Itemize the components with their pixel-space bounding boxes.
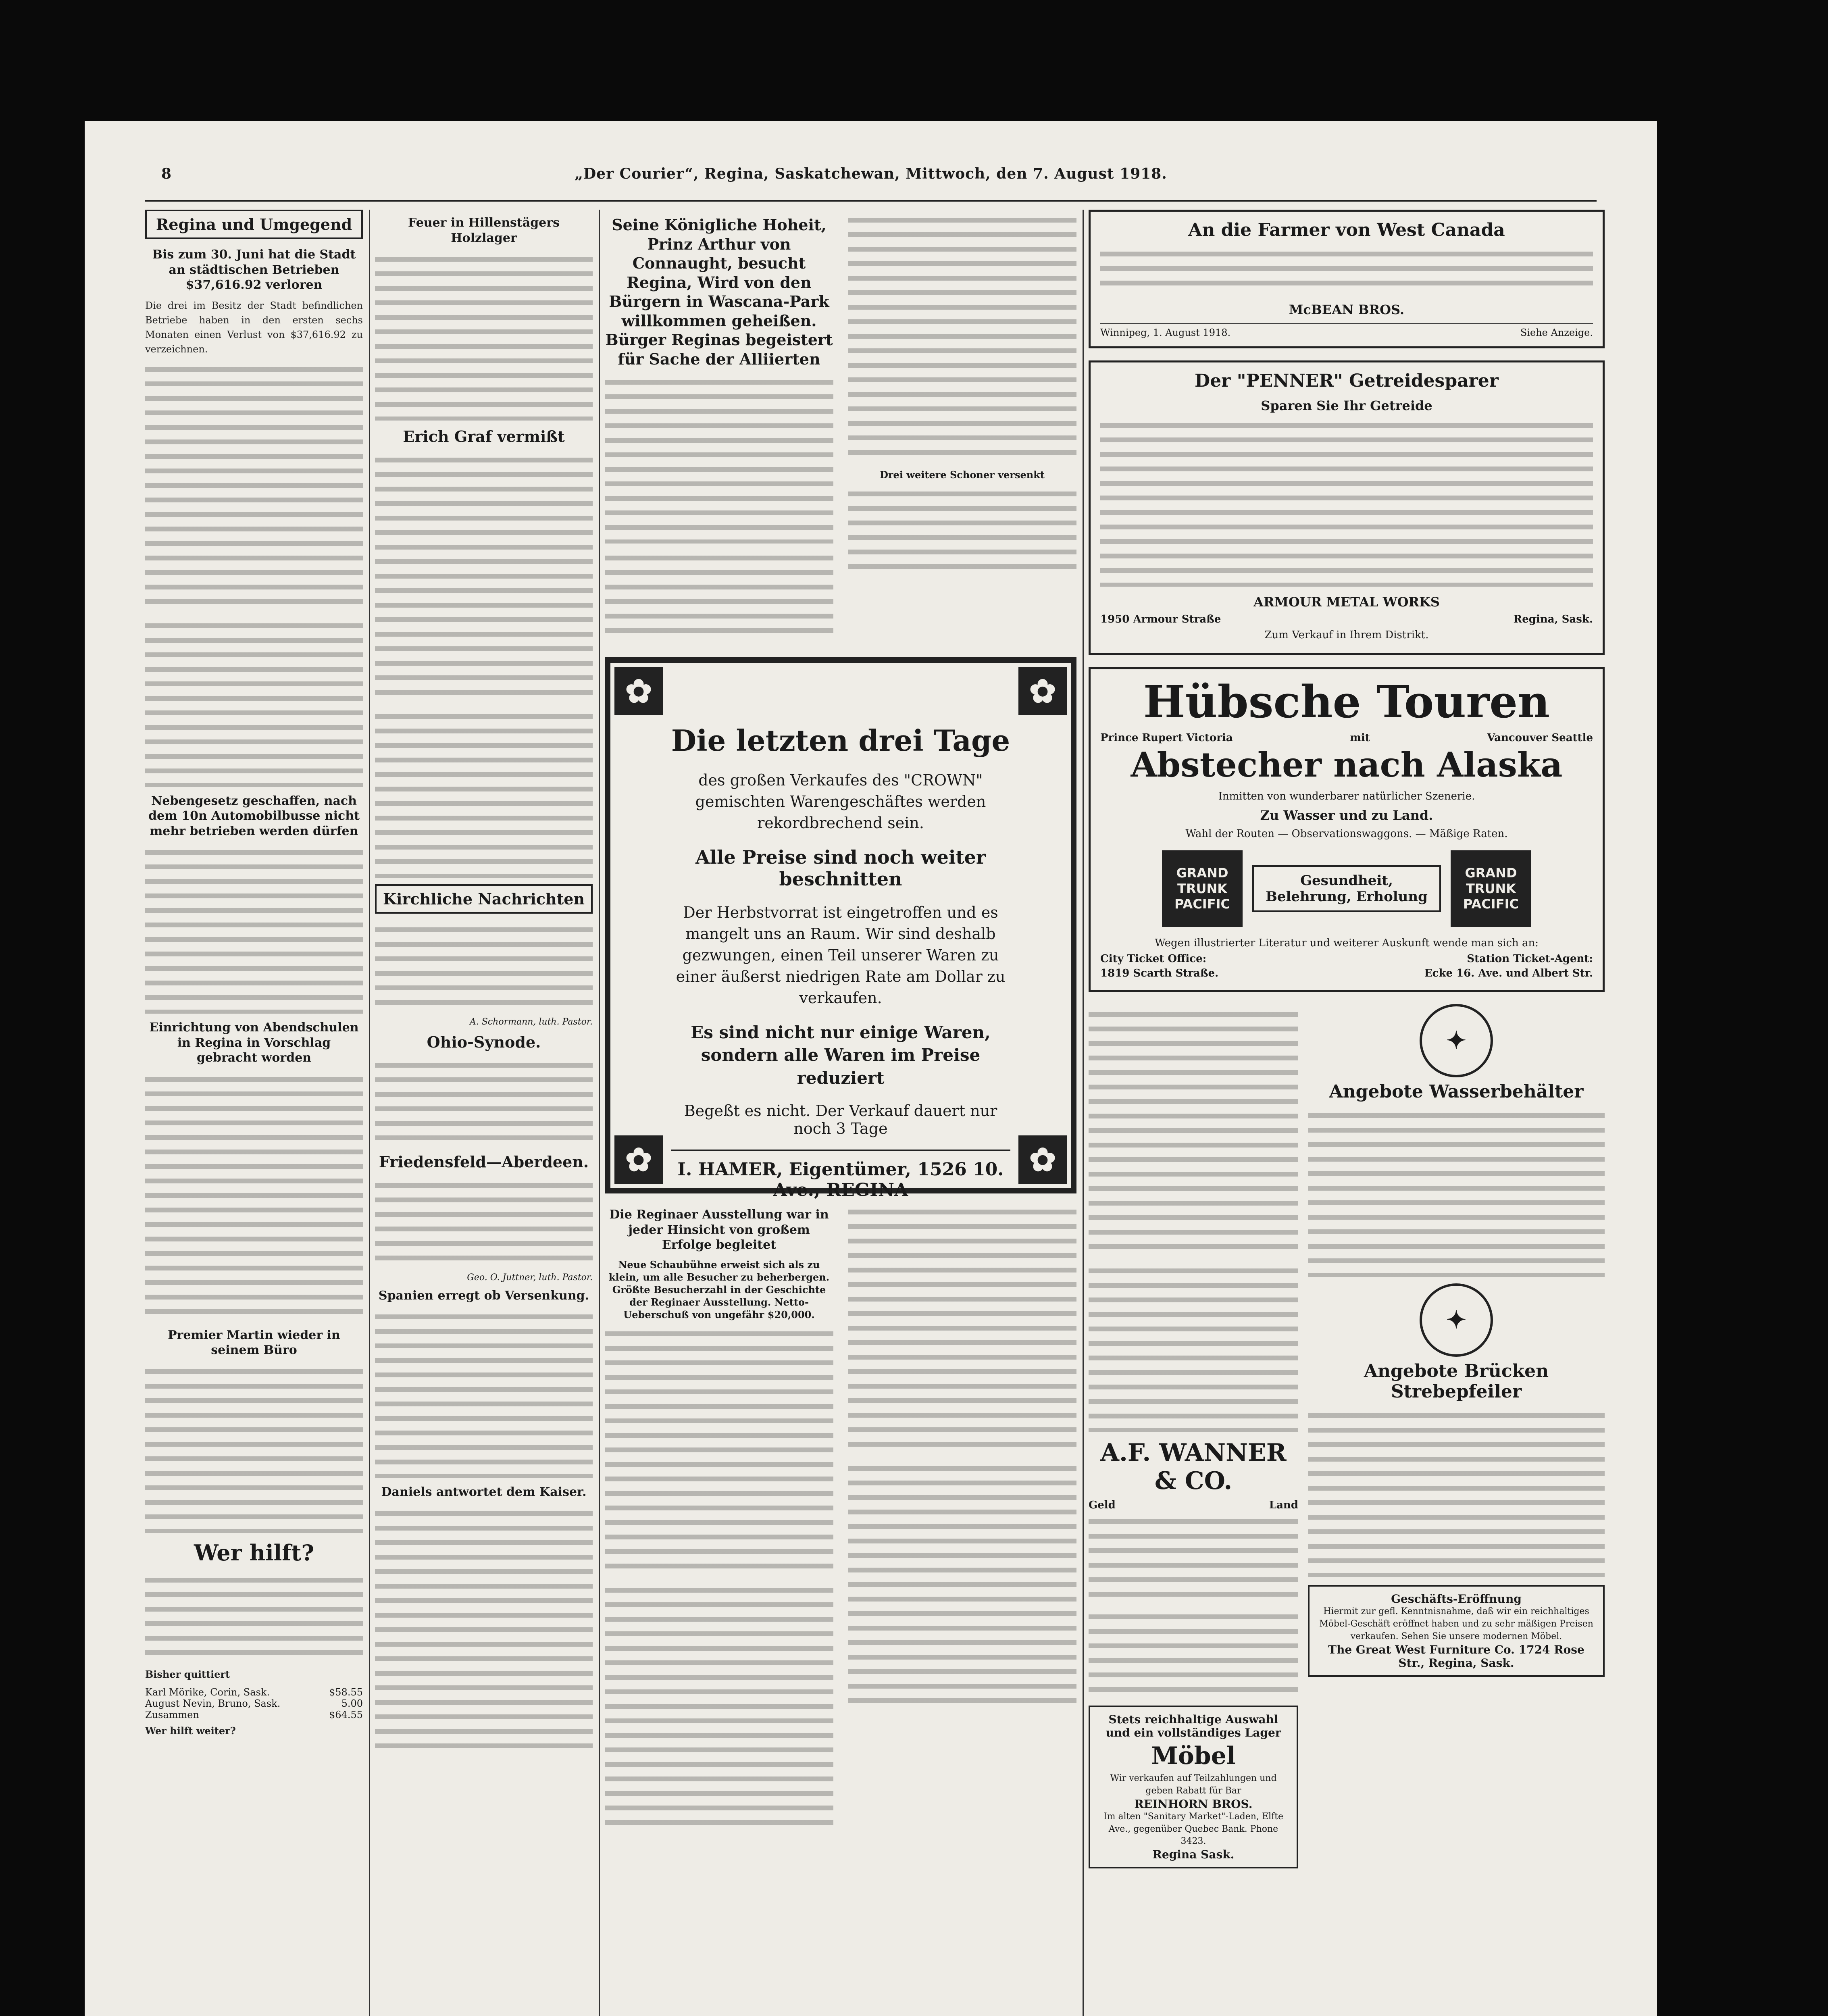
- column-rule: [369, 210, 370, 2016]
- ad-body: [1308, 1408, 1605, 1577]
- article-headline: Daniels antwortet dem Kaiser.: [381, 1485, 587, 1499]
- section-title: Kirchliche Nachrichten: [375, 884, 593, 914]
- article-body: [145, 1071, 363, 1321]
- signature: Geo. O. Juttner, luth. Pastor.: [467, 1272, 593, 1283]
- article-body: [605, 374, 833, 544]
- wanner-geld: Geld: [1089, 1499, 1116, 1512]
- lead-headline: Seine Königliche Hoheit, Prinz Arthur von Connaught, besucht Regina, Wird von den Bürgern in Wascana-Park willkommen geheißen. Bürger Reginas begeistert für Sache der Alliierten: [605, 216, 833, 368]
- opening-ad: [1308, 1585, 1605, 1677]
- column-1: [145, 210, 363, 2016]
- ad-name: Möbel: [1151, 1742, 1236, 1770]
- ad-subtitle: Sparen Sie Ihr Getreide: [1261, 398, 1432, 413]
- ad-title: Die letzten drei Tage: [671, 723, 1010, 758]
- article-headline: Ohio-Synode.: [427, 1033, 541, 1051]
- ad-emphasis: Alle Preise sind noch weiter beschnitten: [695, 846, 986, 890]
- masthead: „Der Courier“, Regina, Saskatchewan, Mittwoch, den 7. August 1918.: [575, 165, 1167, 182]
- ad-text: Hiermit zur gefl. Kenntnisnahme, daß wir ein reichhaltiges Möbel-Geschäft eröffnet haben und zu sehr mäßigen Preisen verkaufen. Sehen Sie unsere modernen Möbel.: [1319, 1606, 1593, 1641]
- ornament-icon: ✿: [614, 1135, 663, 1184]
- donors-label: Bisher quittiert: [145, 1668, 230, 1680]
- article-body: [848, 212, 1076, 462]
- furniture-ad: [1089, 1706, 1298, 1868]
- ad-title: An die Farmer von West Canada: [1188, 220, 1505, 240]
- column-4: [1089, 210, 1605, 2016]
- ad-place-date: Winnipeg, 1. August 1918.: [1100, 327, 1231, 338]
- article-headline: Die Reginaer Ausstellung war in jeder Hinsicht von großem Erfolge begleitet: [609, 1208, 829, 1252]
- ad-title: Angebote Brücken Strebepfeiler: [1364, 1361, 1549, 1402]
- tour-ad: [1089, 667, 1605, 992]
- ad-places-left: Prince Rupert Victoria: [1100, 731, 1233, 744]
- article-body: [605, 550, 833, 639]
- ad-address: 1819 Scarth Straße.: [1100, 967, 1219, 980]
- page-number: 8: [161, 165, 172, 182]
- donor-list: [145, 1687, 363, 1720]
- article-headline: Friedensfeld—Aberdeen.: [379, 1153, 589, 1171]
- column-2: [375, 210, 593, 2016]
- ad-office: City Ticket Office:: [1100, 953, 1207, 965]
- article-body: [145, 618, 363, 787]
- ad-address: 1950 Armour Straße: [1100, 613, 1221, 626]
- ad-text: Inmitten von wunderbarer natürlicher Szenerie.: [1218, 790, 1475, 803]
- ad-footer: Zum Verkauf in Ihrem Distrikt.: [1264, 629, 1429, 641]
- ad-destination: Abstecher nach Alaska: [1131, 744, 1563, 785]
- ad-firm: McBEAN BROS.: [1289, 302, 1405, 317]
- article-body: [375, 1506, 593, 1756]
- ad-owner: I. HAMER, Eigentümer, 1526 10. Ave., REGINA: [671, 1150, 1010, 1200]
- ad-text: Der Herbstvorrat ist eingetroffen und es mangelt uns an Raum. Wir sind deshalb gezwungen, einen Teil unserer Waren zu einer äußerst niedrigen Rate am Dollar zu verkaufen.: [676, 903, 1006, 1007]
- article-body: [1089, 1263, 1298, 1432]
- ad-note: Siehe Anzeige.: [1520, 327, 1593, 338]
- ad-firm: ARMOUR METAL WORKS: [1253, 594, 1440, 610]
- lower-section: [1089, 1004, 1605, 1876]
- ad-head: Geschäfts-Eröffnung: [1391, 1592, 1522, 1606]
- article-body: [145, 1364, 363, 1533]
- ad-mit: mit: [1350, 731, 1370, 744]
- ad-city: Regina Sask.: [1152, 1848, 1235, 1862]
- seal-icon: ✦: [1420, 1283, 1493, 1357]
- appeal-headline: Wer hilft?: [194, 1539, 314, 1566]
- article-body: [145, 844, 363, 1014]
- appeal-closing: Wer hilft weiter?: [145, 1725, 236, 1737]
- ad-city: Regina, Sask.: [1513, 613, 1593, 626]
- ad-title: Angebote Wasserbehälter: [1329, 1081, 1584, 1102]
- ornament-icon: ✿: [614, 667, 663, 715]
- article-headline: Erich Graf vermißt: [403, 427, 565, 446]
- article-body: [848, 486, 1076, 575]
- article-body: [1089, 1609, 1298, 1697]
- ad-head: Stets reichhaltige Auswahl und ein vollständiges Lager: [1106, 1713, 1281, 1740]
- column-3: [605, 210, 1076, 2016]
- wanner-firm: A.F. WANNER & CO.: [1100, 1439, 1287, 1495]
- article-body: [375, 922, 593, 1010]
- ad-text: Im alten "Sanitary Market"-Laden, Elfte Ave., gegenüber Quebec Bank. Phone 3423.: [1103, 1811, 1284, 1847]
- ad-firm: The Great West Furniture Co. 1724 Rose Str., Regina, Sask.: [1328, 1643, 1584, 1670]
- column-rule: [599, 210, 600, 2016]
- wanner-land: Land: [1269, 1499, 1298, 1512]
- article-body: [375, 1309, 593, 1478]
- farmer-ad: [1089, 210, 1605, 348]
- page-header: [85, 161, 1657, 202]
- article-headline: Einrichtung von Abendschulen in Regina in Vorschlag gebracht worden: [149, 1020, 359, 1065]
- ad-address: Ecke 16. Ave. und Albert Str.: [1424, 967, 1593, 980]
- ad-text: Zu Wasser und zu Land.: [1260, 807, 1433, 823]
- ad-text: Wir verkaufen auf Teilzahlungen und geben Rabatt für Bar: [1110, 1773, 1277, 1796]
- railway-logo: GRAND TRUNK PACIFIC: [1451, 850, 1531, 927]
- railway-logo: GRAND TRUNK PACIFIC: [1162, 850, 1243, 927]
- ornament-icon: ✿: [1018, 1135, 1067, 1184]
- donor-row: Karl Mörike, Corin, Sask. $58.55: [145, 1687, 363, 1698]
- article-headline: Nebengesetz geschaffen, nach dem 10n Automobilbusse nicht mehr betrieben werden dürfen: [148, 793, 360, 838]
- penner-ad: [1089, 360, 1605, 655]
- article-headline: Premier Martin wieder in seinem Büro: [168, 1328, 340, 1357]
- article-body: [375, 708, 593, 878]
- article-text: Die drei im Besitz der Stadt befindlichen Betriebe haben in den ersten sechs Monaten einen Verlust von $37,616.92 zu verzeichnen.: [145, 300, 363, 355]
- newspaper-page: [85, 121, 1657, 2016]
- signature: A. Schormann, luth. Pastor.: [469, 1016, 593, 1027]
- seal-icon: ✦: [1420, 1004, 1493, 1077]
- article-body: [375, 251, 593, 421]
- ad-title: Hübsche Touren: [1143, 675, 1550, 728]
- article-headline: Bis zum 30. Juni hat die Stadt an städtischen Betrieben $37,616.92 verloren: [152, 248, 356, 292]
- article-body: [375, 1177, 593, 1266]
- ad-body: [1308, 1108, 1605, 1277]
- column-rule: [1083, 210, 1084, 2016]
- article-body: [375, 1057, 593, 1146]
- article-body: [145, 361, 363, 611]
- article-body: [375, 452, 593, 702]
- exhibition-story: [605, 1202, 1076, 1839]
- article-subhead: Neue Schaubühne erweist sich als zu klein, um alle Besucher zu beherbergen. Größte Besucherzahl in der Geschichte der Reginaer Ausstellung. Netto-Ueberschuß von ungefähr $20,000.: [608, 1258, 830, 1321]
- section-title: Regina und Umgegend: [145, 210, 363, 239]
- article-headline: Feuer in Hillenstägers Holzlager: [408, 216, 560, 245]
- article-body: [1089, 1006, 1298, 1256]
- ad-title: Der "PENNER" Getreidesparer: [1195, 370, 1499, 391]
- ad-emphasis: Es sind nicht nur einige Waren, sondern alle Waren im Preise reduziert: [691, 1022, 991, 1088]
- article-body: [605, 1326, 833, 1576]
- ad-boxed-text: Gesundheit, Belehrung, Erholung: [1252, 865, 1441, 912]
- article-body: [848, 1204, 1076, 1454]
- article-body: [605, 1582, 833, 1832]
- ad-text: Wegen illustrierter Literatur und weiterer Auskunft wende man sich an:: [1154, 937, 1539, 949]
- header-rule: [145, 200, 1597, 202]
- ad-office: Station Ticket-Agent:: [1467, 953, 1593, 965]
- ornament-icon: ✿: [1018, 667, 1067, 715]
- ad-body: [1100, 246, 1593, 294]
- article-body: [848, 1460, 1076, 1710]
- ad-text: Wahl der Routen — Observationswaggons. — Mäßige Raten.: [1185, 828, 1508, 840]
- article-body: [1089, 1514, 1298, 1602]
- donor-row: August Nevin, Bruno, Sask. 5.00: [145, 1698, 363, 1709]
- appeal-body: [145, 1572, 363, 1661]
- ad-firm: REINHORN BROS.: [1134, 1797, 1253, 1811]
- donor-row: Zusammen $64.55: [145, 1709, 363, 1720]
- ad-places-right: Vancouver Seattle: [1487, 731, 1593, 744]
- article-headline: Spanien erregt ob Versenkung.: [378, 1288, 589, 1303]
- crown-sale-ad: [605, 657, 1076, 1200]
- article-subhead: Drei weitere Schoner versenkt: [880, 469, 1045, 481]
- ad-body: [1100, 417, 1593, 587]
- ad-text: Begeßt es nicht. Der Verkauf dauert nur noch 3 Tage: [684, 1102, 997, 1137]
- lead-story: [605, 210, 1076, 645]
- ad-text: des großen Verkaufes des "CROWN" gemischten Warengeschäftes werden rekordbrechend sein.: [695, 771, 986, 832]
